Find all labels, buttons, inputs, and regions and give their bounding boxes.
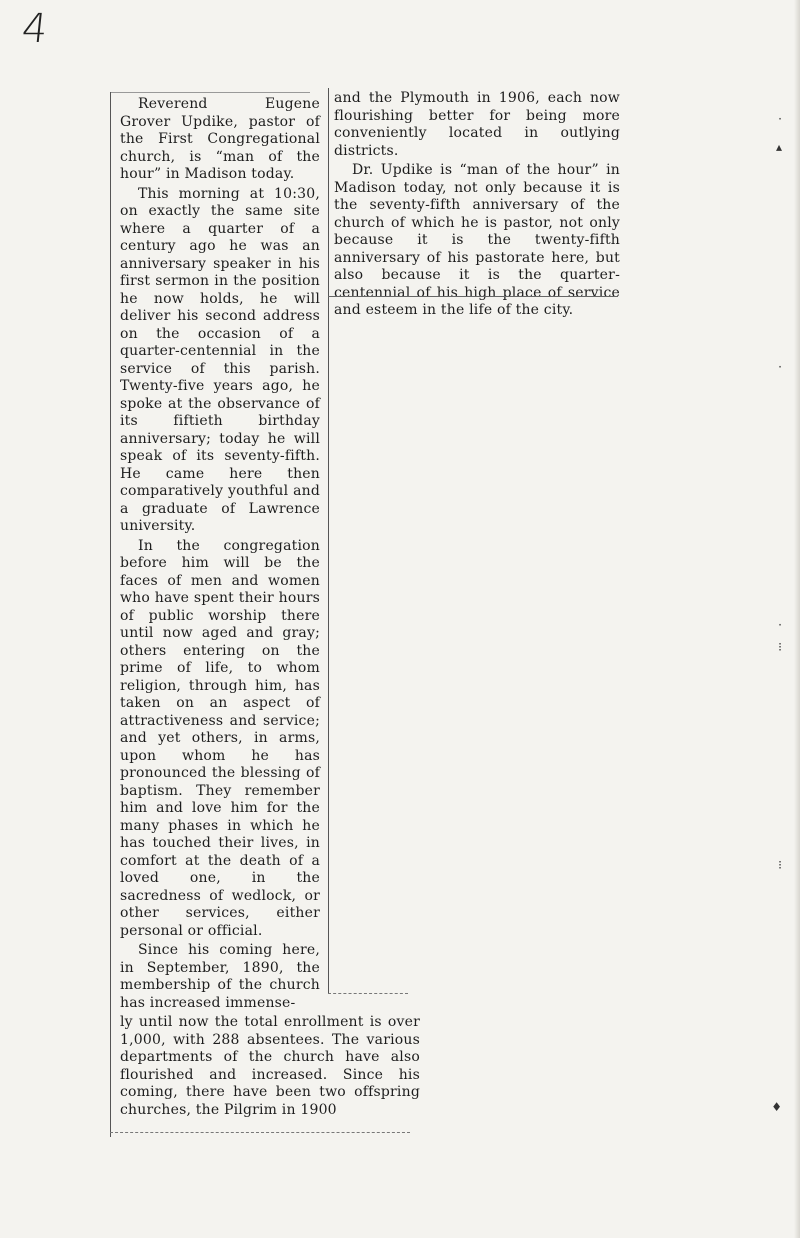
margin-arrow-mark: ▴ — [775, 140, 782, 154]
article-paragraph: In the congregation before him will be the faces of men and women who have spent their hours of public worship there until now aged and gray; others entering on the prime of life, to whom religion, through him, has taken on an aspect of attractiveness and service; and yet others, in arms, upon whom he has pronounced the blessing of baptism. They remember him and love him for the many phases in which he has touched their lives, in comfort at the death of a loved one, in the sacredness of wedlock, or other services, either personal or official. — [120, 537, 320, 939]
column-rule-bottom — [328, 993, 408, 994]
article-paragraph: This morning at 10:30, on exactly the same site where a quarter of a century ago he was an anniversary speaker in his first sermon in the position he now holds, he will deliver his second address on the occasion of a quarter-centennial in the service of this parish. Twenty-five years ago, he spoke at the observance of its fiftieth birthday anniversary; today he will speak of its seventy-fifth. He came here then comparatively youthful and a graduate of Lawrence university. — [120, 185, 320, 534]
margin-dot-mark: · — [778, 360, 782, 374]
column-rule-divider — [328, 296, 618, 297]
margin-dot-mark: · — [778, 112, 782, 126]
article-paragraph: Reverend Eugene Grover Updike, pastor of the First Congregational church, is “man of the hour” in Madison today. — [120, 96, 320, 182]
column-rule-bottom — [110, 1132, 410, 1133]
page-number: 4 — [19, 6, 50, 52]
margin-dot-mark: · — [778, 618, 782, 632]
article-paragraph: and the Plymouth in 1906, each now flourishing better for being more conveniently located in outlying districts. — [334, 90, 620, 159]
margin-dot-mark: ⁝ — [778, 858, 782, 872]
margin-dot-mark: ⁝ — [778, 640, 782, 654]
article-paragraph: Since his coming here, in September, 1890, the membership of the church has increased immense- — [120, 942, 320, 1011]
column-rule-left — [328, 88, 329, 993]
page-edge-shadow — [794, 0, 800, 1238]
column-rule-left — [110, 92, 111, 1137]
margin-diamond-mark: ♦ — [771, 1100, 782, 1114]
article-paragraph-continued: ly until now the total enrollment is over 1,000, with 288 absentees. The various departments of the church have also flourished and increased. Since his coming, there have been two offspring churches, the Pilgrim in 1900 — [120, 1014, 420, 1118]
article-column-right — [328, 88, 624, 320]
article-paragraph: Dr. Updike is “man of the hour” in Madison today, not only because it is the seventy-fifth anniversary of the church of which he is pastor, not only because it is the twenty-fifth anniversary of his pastorate here, but also because it is the quarter-centennial of his high place of service and esteem in the life of the city. — [334, 162, 620, 318]
column-rule-top — [110, 92, 310, 93]
